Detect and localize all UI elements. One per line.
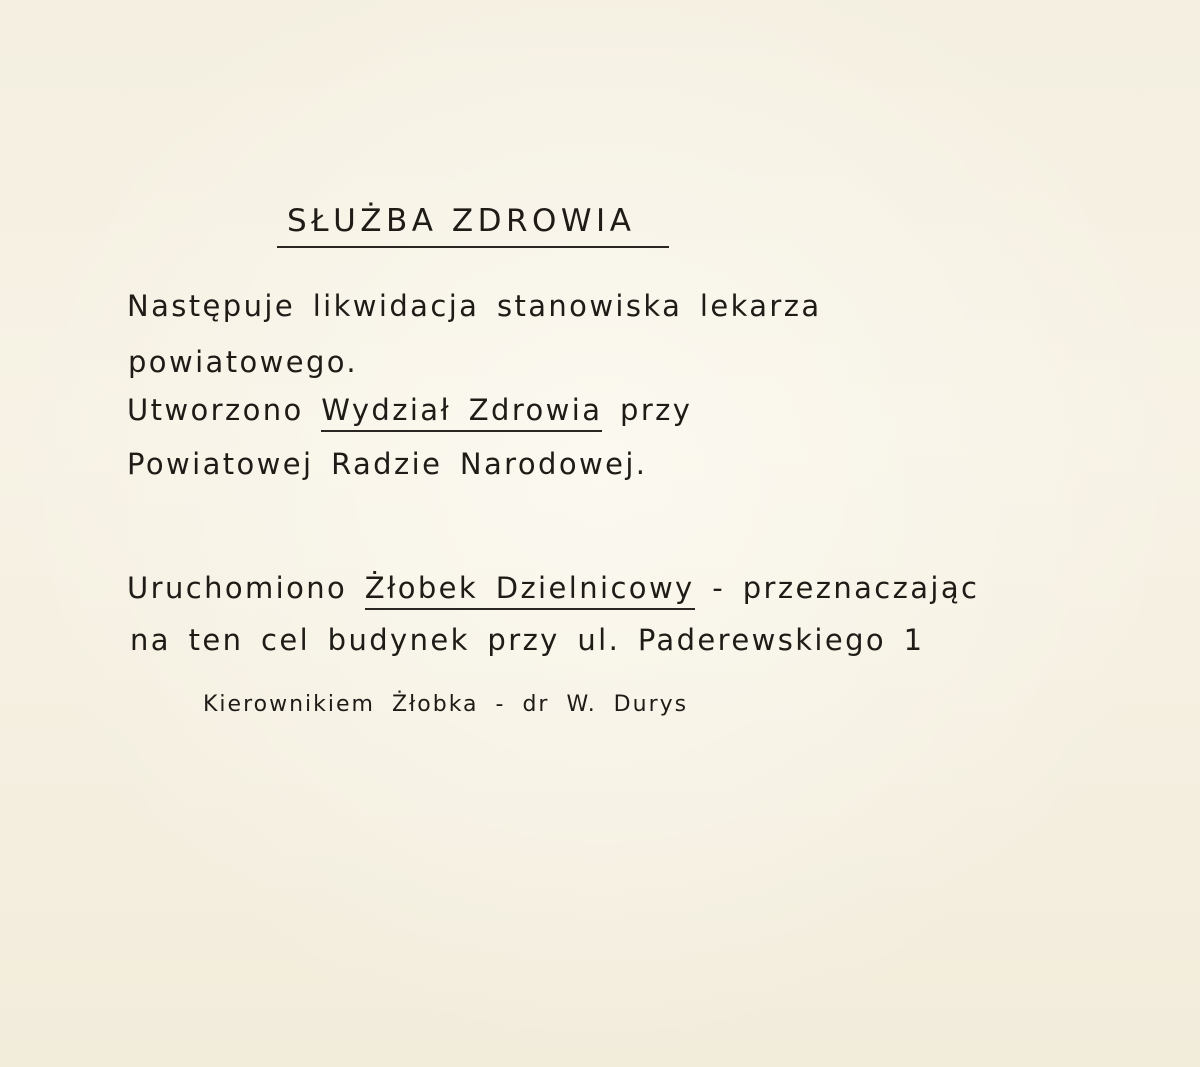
- title-underline: [277, 246, 669, 248]
- text-line-3: [127, 393, 692, 427]
- text-line-1: Następuje likwidacja stanowiska lekarza: [127, 289, 822, 323]
- underlined-nursery-name: Żłobek Dzielnicowy: [365, 571, 695, 610]
- text-line-5-suffix: - przeznaczając: [694, 571, 980, 605]
- text-line-2: powiatowego.: [128, 345, 359, 379]
- page-title: SŁUŻBA ZDROWIA: [287, 203, 636, 239]
- director-note: Kierownikiem Żłobka - dr W. Durys: [203, 692, 689, 717]
- text-line-6: na ten cel budynek przy ul. Paderewskiego 1: [130, 623, 925, 657]
- underlined-department-name: Wydział Zdrowia: [321, 393, 602, 432]
- text-line-5-prefix: Uruchomiono: [127, 571, 365, 605]
- text-line-3-suffix: przy: [602, 393, 693, 427]
- text-line-5: [127, 571, 979, 605]
- text-line-4: Powiatowej Radzie Narodowej.: [127, 447, 648, 481]
- text-line-3-prefix: Utworzono: [127, 393, 322, 427]
